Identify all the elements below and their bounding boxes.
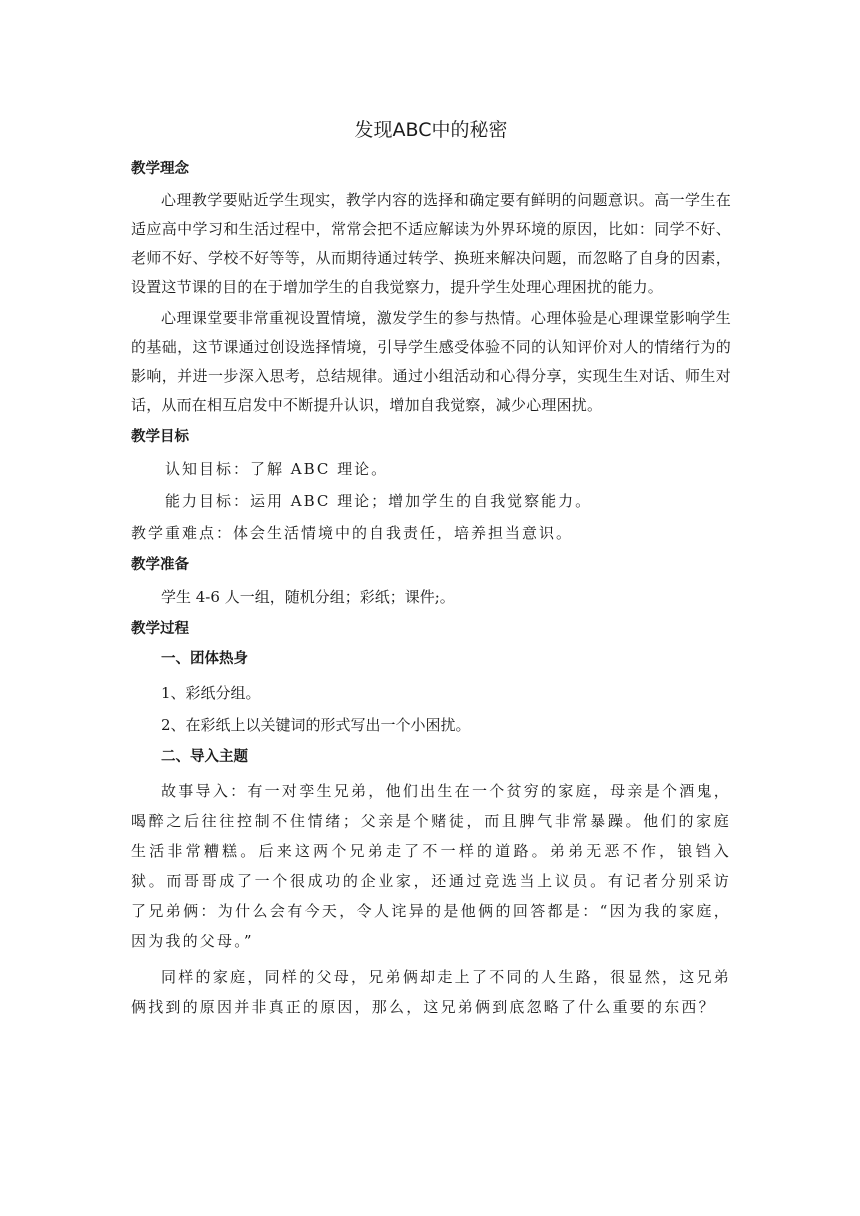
document-page (131, 116, 731, 1024)
philosophy-paragraph-1: 心理教学要贴近学生现实，教学内容的选择和确定要有鲜明的问题意识。高一学生在适应高中学习和生活过程中，常常会把不适应解读为外界环境的原因，比如：同学不好、老师不好、学校不好等等，从而期待通过转学、换班来解决问题，而忽略了自身的因素，设置这节课的目的在于增加学生的自我觉察力，提升学生处理心理困扰的能力。 (131, 191, 731, 296)
process-part2-title: 二、导入主题 (161, 749, 248, 765)
prep-text: 学生 4-6 人一组，随机分组；彩纸；课件;。 (161, 588, 455, 606)
section-heading-goals: 教学目标 (131, 429, 189, 445)
section-heading-process: 教学过程 (131, 621, 189, 637)
goal-ability: 能力目标：运用 ABC 理论；增加学生的自我觉察能力。 (165, 492, 593, 510)
process-step-1: 1、彩纸分组。 (161, 684, 261, 702)
process-reflection: 同样的家庭，同样的父母，兄弟俩却走上了不同的人生路，很显然，这兄弟俩找到的原因并非真正的原因，那么，这兄弟俩到底忽略了什么重要的东西？ (131, 968, 731, 1016)
philosophy-paragraph-2: 心理课堂要非常重视设置情境，激发学生的参与热情。心理体验是心理课堂影响学生的基础，这节课通过创设选择情境，引导学生感受体验不同的认知评价对人的情绪行为的影响，并进一步深入思考，总结规律。通过小组活动和心得分享，实现生生对话、师生对话，从而在相互启发中不断提升认识，增加自我觉察，减少心理困扰。 (131, 309, 731, 414)
page-title: 发现ABC中的秘密 (354, 119, 508, 141)
goal-key-difficulty: 教学重难点：体会生活情境中的自我责任，培养担当意识。 (131, 524, 574, 542)
process-step-2: 2、在彩纸上以关键词的形式写出一个小困扰。 (161, 716, 471, 734)
process-story: 故事导入：有一对孪生兄弟，他们出生在一个贫穷的家庭，母亲是个酒鬼，喝醉之后往往控制不住情绪；父亲是个赌徒，而且脾气非常暴躁。他们的家庭生活非常糟糕。后来这两个兄弟走了不一样的道路。弟弟无恶不作，锒铛入狱。而哥哥成了一个很成功的企业家，还通过竞选当上议员。有记者分别采访了兄弟俩：为什么会有今天，令人诧异的是他俩的回答都是：“因为我的家庭，因为我的父母。” (131, 782, 731, 950)
goal-cognitive: 认知目标：了解 ABC 理论。 (165, 460, 389, 478)
section-heading-prep: 教学准备 (131, 557, 189, 573)
process-part1-title: 一、团体热身 (161, 651, 248, 667)
section-heading-philosophy: 教学理念 (131, 161, 189, 177)
